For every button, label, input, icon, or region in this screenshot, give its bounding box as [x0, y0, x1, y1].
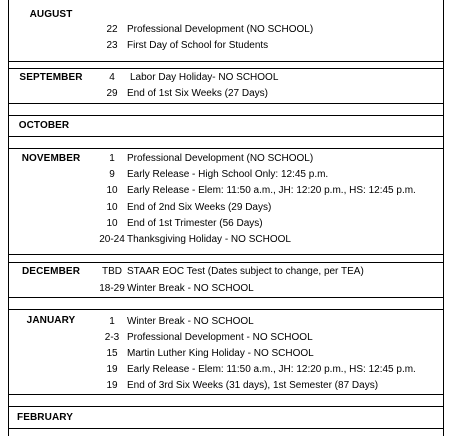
month-label-december: DECEMBER [21, 266, 81, 277]
event-description: Early Release - High School Only: 12:45 p.m. [127, 169, 329, 180]
event-day: 2-3 [104, 332, 120, 343]
event-day: 23 [106, 40, 118, 51]
event-day: 10 [106, 185, 118, 196]
event-description: Professional Development (NO SCHOOL) [127, 153, 314, 164]
event-description: First Day of School for Students [127, 40, 269, 51]
month-label-january: JANUARY [26, 315, 76, 326]
row-divider [8, 148, 444, 149]
table-left-border [8, 0, 9, 436]
event-description: Winter Break - NO SCHOOL [127, 316, 254, 327]
event-day: 22 [106, 24, 118, 35]
event-day: TBD [102, 266, 122, 277]
month-label-february: FEBRUARY [17, 412, 73, 423]
event-description: Winter Break - NO SCHOOL [127, 283, 254, 294]
event-day: 18-29 [99, 283, 125, 294]
event-day: 10 [106, 202, 118, 213]
event-description: Labor Day Holiday- NO SCHOOL [130, 72, 279, 83]
table-right-border [443, 0, 444, 436]
event-description: End of 3rd Six Weeks (31 days), 1st Semester (87 Days) [127, 380, 379, 391]
event-description: Martin Luther King Holiday - NO SCHOOL [127, 348, 314, 359]
event-description: Early Release - Elem: 11:50 a.m., JH: 12:20 p.m., HS: 12:45 p.m. [127, 185, 416, 196]
event-description: STAAR EOC Test (Dates subject to change, per TEA) [127, 266, 364, 277]
event-description: Early Release - Elem: 11:50 a.m., JH: 12:20 p.m., HS: 12:45 p.m. [127, 364, 416, 375]
row-divider [8, 115, 444, 116]
event-day: 1 [109, 316, 115, 327]
event-day: 29 [106, 88, 118, 99]
event-day: 19 [106, 364, 118, 375]
row-divider [8, 61, 444, 62]
month-label-october: OCTOBER [18, 120, 70, 131]
event-day: 20-24 [99, 234, 125, 245]
event-description: Professional Development - NO SCHOOL [127, 332, 313, 343]
event-description: Professional Development (NO SCHOOL) [127, 24, 314, 35]
row-divider [8, 254, 444, 255]
school-calendar-table [8, 0, 444, 436]
event-day: 4 [109, 72, 115, 83]
row-divider [8, 68, 444, 69]
event-description: End of 1st Trimester (56 Days) [127, 218, 263, 229]
month-label-august: AUGUST [29, 9, 73, 20]
event-day: 19 [106, 380, 118, 391]
row-divider [8, 309, 444, 310]
event-day: 10 [106, 218, 118, 229]
event-description: Thanksgiving Holiday - NO SCHOOL [127, 234, 291, 245]
month-label-september: SEPTEMBER [19, 72, 83, 83]
event-description: End of 2nd Six Weeks (29 Days) [127, 202, 272, 213]
row-divider [8, 297, 444, 298]
month-label-november: NOVEMBER [21, 153, 81, 164]
row-divider [8, 103, 444, 104]
event-description: End of 1st Six Weeks (27 Days) [127, 88, 268, 99]
row-divider [8, 136, 444, 137]
row-divider [8, 262, 444, 263]
event-day: 9 [109, 169, 115, 180]
event-day: 15 [106, 348, 118, 359]
row-divider [8, 394, 444, 395]
row-divider [8, 406, 444, 407]
row-divider [8, 428, 444, 429]
event-day: 1 [109, 153, 115, 164]
